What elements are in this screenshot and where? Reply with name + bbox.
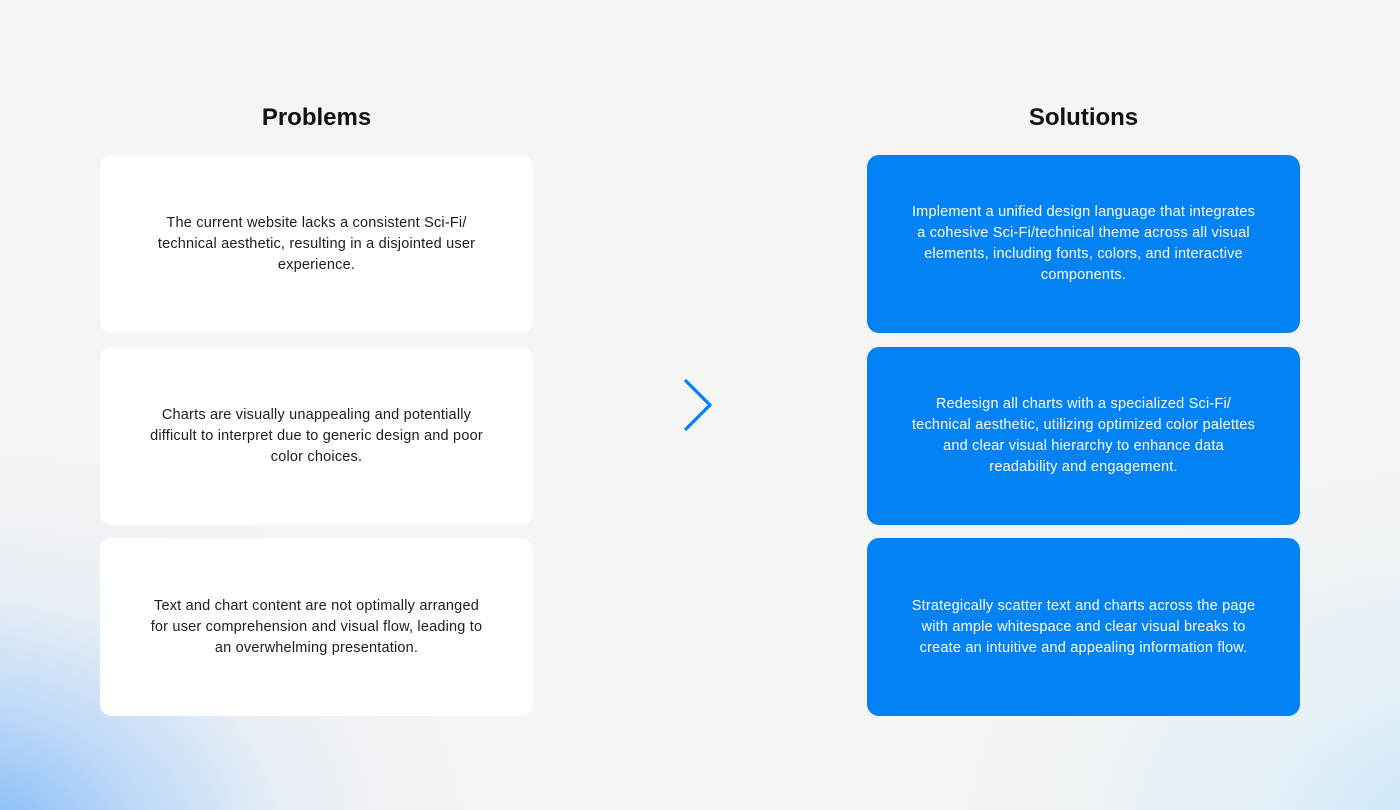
- solution-card-1: [867, 155, 1300, 333]
- problem-card-text: The current website lacks a consistent Sci-Fi/ technical aesthetic, resulting in a disjointed user experience.: [157, 214, 476, 273]
- solution-card-3: [867, 538, 1300, 716]
- problem-card-text: Text and chart content are not optimally arranged for user comprehension and visual flow, leading to an overwhelming presentation.: [150, 597, 483, 656]
- chevron-right-icon: [676, 375, 720, 435]
- solutions-heading: Solutions: [1028, 104, 1139, 131]
- problem-card-1: [100, 155, 533, 333]
- problems-heading: Problems: [261, 104, 372, 131]
- solution-card-text: Implement a unified design language that integrates a cohesive Sci-Fi/technical theme across all visual elements, including fonts, colors, and interactive components.: [911, 204, 1256, 283]
- problem-card-text: Charts are visually unappealing and potentially difficult to interpret due to generic design and poor color choices.: [150, 406, 483, 465]
- problem-card-2: [100, 347, 533, 525]
- solution-card-text: Redesign all charts with a specialized Sci-Fi/ technical aesthetic, utilizing optimized color palettes and clear visual hierarchy to enhance data readability and engagement.: [911, 396, 1256, 475]
- problem-card-3: [100, 538, 533, 716]
- chevron-right-icon-svg: [676, 375, 720, 435]
- solution-card-text: Strategically scatter text and charts across the page with ample whitespace and clear visual breaks to create an intuitive and appealing information flow.: [911, 597, 1256, 656]
- solution-card-2: [867, 347, 1300, 525]
